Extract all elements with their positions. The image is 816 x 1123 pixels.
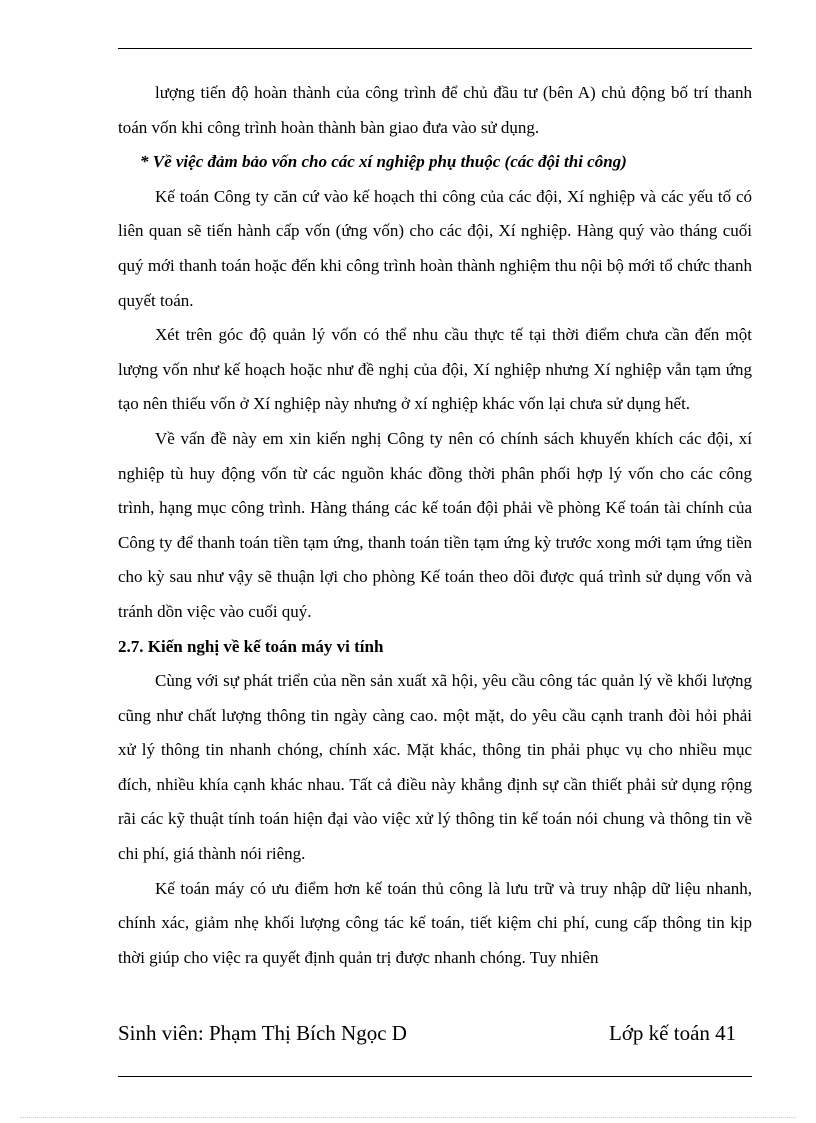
footer-rule — [118, 1076, 752, 1077]
paragraph: Xét trên góc độ quản lý vốn có thể nhu cầu thực tế tại thời điểm chưa cần đến một lượng vốn như kế hoạch hoặc như đề nghị của đội, Xí nghiệp nhưng Xí nghiệp vẫn tạm ứng tạo nên thiếu vốn ở Xí nghiệp này nhưng ở xí nghiệp khác vốn lại chưa sử dụng hết. — [118, 325, 752, 414]
document-body — [118, 76, 752, 975]
paragraph: Cùng với sự phát triển của nền sản xuất xã hội, yêu cầu công tác quản lý về khối lượng cũng như chất lượng thông tin ngày càng cao. một mặt, do yêu cầu cạnh tranh đòi hỏi phải xử lý thông tin nhanh chóng, chính xác. Mặt khác, thông tin phải phục vụ cho nhiều mục đích, nhiều khía cạnh khác nhau. Tất cả điều này khẳng định sự cần thiết phải sử dụng rộng rãi các kỹ thuật tính toán hiện đại vào việc xử lý thông tin kế toán nói chung và thông tin về chi phí, giá thành nói riêng. — [118, 671, 752, 864]
paragraph: Kế toán Công ty căn cứ vào kế hoạch thi công của các đội, Xí nghiệp và các yếu tố có liên quan sẽ tiến hành cấp vốn (ứng vốn) cho các đội, Xí nghiệp. Hàng quý vào tháng cuối quý mới thanh toán hoặc đến khi công trình hoàn thành nghiệm thu nội bộ mới tổ chức thanh quyết toán. — [118, 186, 752, 310]
header-rule — [118, 48, 752, 49]
footer-class-name: Lớp kế toán 41 — [609, 1021, 737, 1045]
footer-student-name: Sinh viên: Phạm Thị Bích Ngọc D — [118, 1021, 407, 1045]
subheading-capital-assurance: * Về việc đảm bảo vốn cho các xí nghiệp phụ thuộc (các đội thi công) — [140, 152, 627, 172]
page-edge-dotted-line — [20, 1117, 796, 1118]
paragraph: Về vấn đề này em xin kiến nghị Công ty nên có chính sách khuyến khích các đội, xí nghiệp tù huy động vốn từ các nguồn khác đồng thời phân phối hợp lý vốn cho các công trình, hạng mục công trình. Hàng tháng các kế toán đội phải về phòng Kế toán tài chính của Công ty để thanh toán tiền tạm ứng, thanh toán tiền tạm ứng kỳ trước xong mới tạm ứng tiền cho kỳ sau như vậy sẽ thuận lợi cho phòng Kế toán theo dõi được quá trình sử dụng vốn và tránh dồn việc vào cuối quý. — [118, 428, 752, 621]
section-heading-2-7: 2.7. Kiến nghị về kế toán máy vi tính — [118, 636, 384, 656]
paragraph: Kế toán máy có ưu điểm hơn kế toán thủ công là lưu trữ và truy nhập dữ liệu nhanh, chính xác, giảm nhẹ khối lượng công tác kế toán, tiết kiệm chi phí, cung cấp thông tin kịp thời giúp cho việc ra quyết định quản trị được nhanh chóng. Tuy nhiên — [118, 878, 752, 967]
paragraph-continuation: lượng tiến độ hoàn thành của công trình để chủ đầu tư (bên A) chủ động bố trí thanh toán vốn khi công trình hoàn thành bàn giao đưa vào sử dụng. — [118, 83, 752, 137]
